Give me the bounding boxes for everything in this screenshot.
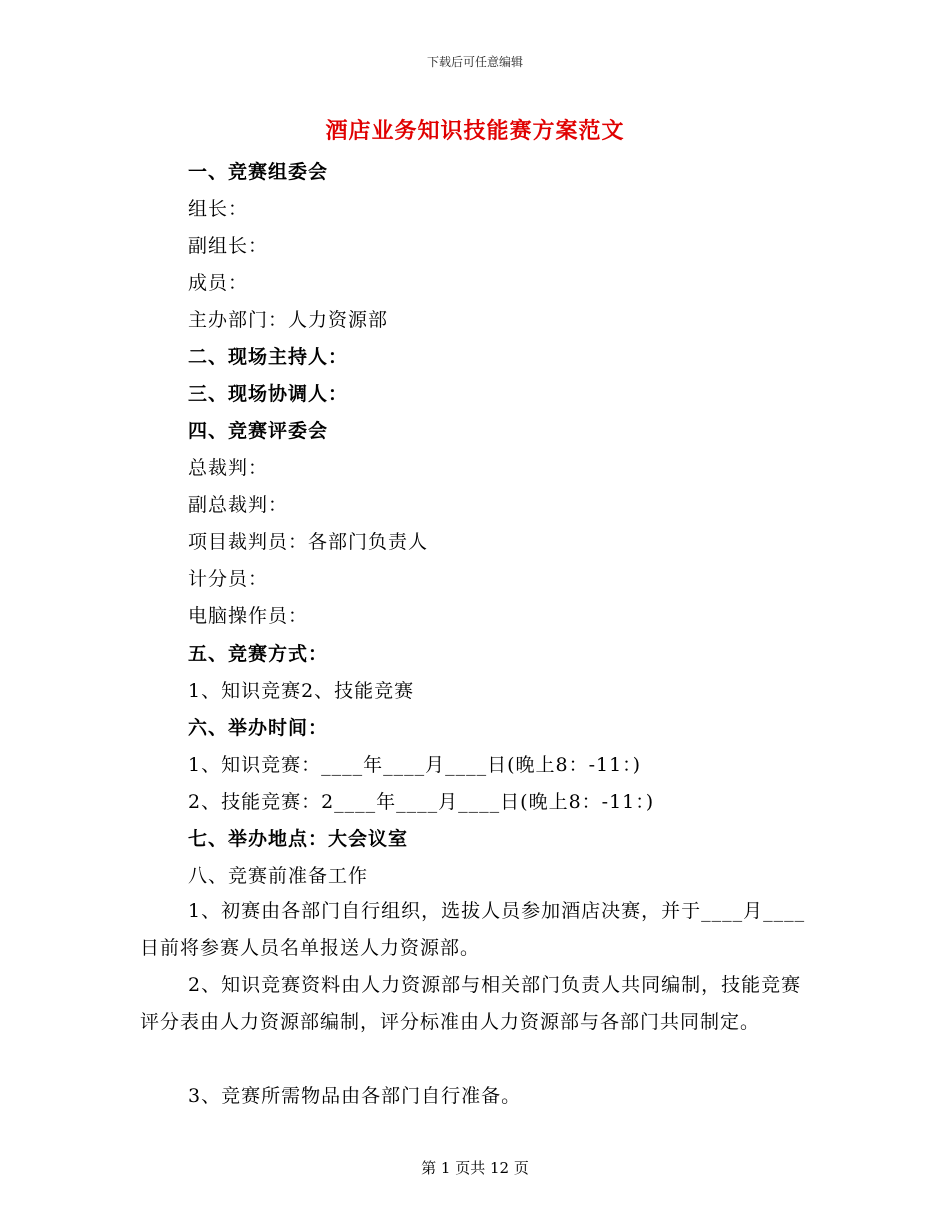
body-line: 八、竞赛前准备工作 (188, 865, 369, 887)
section-heading: 二、现场主持人： (188, 346, 349, 368)
paragraph: 1、初赛由各部门自行组织，选拔人员参加酒店决赛，并于____月____日前将参赛人员名单报送人力资源部。 (140, 900, 806, 959)
body-line: 1、知识竞赛：____年____月____日(晚上8：-11：) (188, 754, 642, 776)
section-heading: 七、举办地点：大会议室 (188, 828, 409, 850)
body-line: 组长： (188, 198, 249, 220)
body-line: 2、技能竞赛：2____年____月____日(晚上8：-11：) (188, 791, 655, 813)
body-line: 项目裁判员：各部门负责人 (188, 531, 429, 553)
section-heading: 五、竞赛方式： (188, 643, 329, 665)
section-heading: 一、竞赛组委会 (188, 161, 329, 183)
body-line: 成员： (188, 272, 249, 294)
section-heading: 六、举办时间： (188, 717, 329, 739)
body-line: 主办部门：人力资源部 (188, 309, 389, 331)
body-line: 电脑操作员： (188, 605, 309, 627)
document-title: 酒店业务知识技能赛方案范文 (325, 118, 625, 144)
body-line: 副总裁判： (188, 494, 289, 516)
body-line: 计分员： (188, 568, 269, 590)
body-line: 总裁判： (188, 457, 269, 479)
section-heading: 四、竞赛评委会 (188, 420, 329, 442)
paragraph: 2、知识竞赛资料由人力资源部与相关部门负责人共同编制，技能竞赛评分表由人力资源部编制，评分标准由人力资源部与各部门共同制定。 (140, 974, 802, 1033)
body-line: 1、知识竞赛2、技能竞赛 (188, 680, 415, 702)
section-heading: 三、现场协调人： (188, 383, 349, 405)
paragraph: 3、竞赛所需物品由各部门自行准备。 (188, 1085, 522, 1107)
page-footer: 第 1 页共 12 页 (421, 1159, 529, 1177)
header-note: 下载后可任意编辑 (426, 55, 523, 69)
body-line: 副组长： (188, 235, 269, 257)
